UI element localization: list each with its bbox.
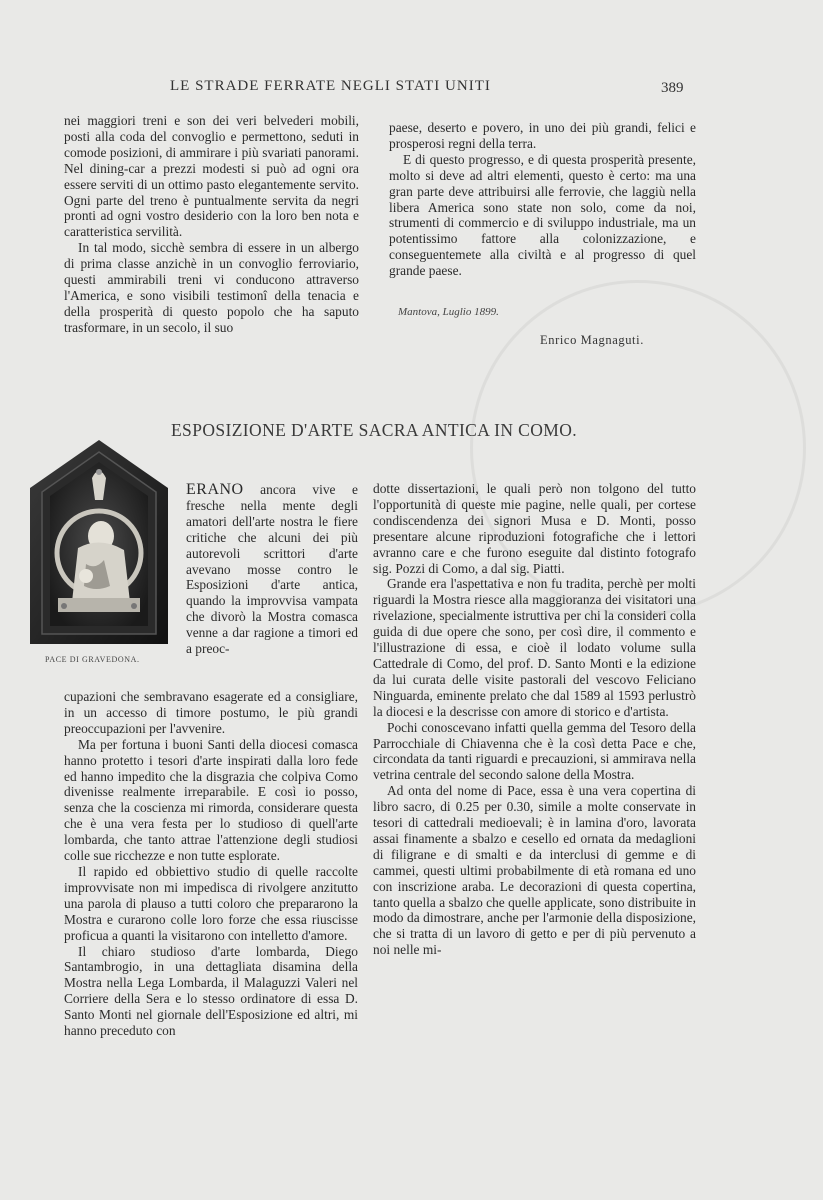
paragraph: nei maggiori treni e son dei veri belvederi mobili, posti alla coda del convoglio e permettono, seduti in comode posizioni, di ammirare i più svariati panorami. Nel dining-car a prezzi modesti si può ad ogni ora essere serviti di un ottimo pasto elegantemente servito. Ogni parte del treno è puntualmente servita da negri pronti ad ogni vostro desiderio con la loro ben nota e caratteristica servilità. [64,113,359,240]
paragraph: Pochi conoscevano infatti quella gemma del Tesoro della Parrocchiale di Chiavenna che è la così detta Pace e che, circondata da tanti riguardi e precauzioni, si ammirava nella vetrina centrale del secondo salone della Mostra. [373,719,696,783]
previous-article-right-column [389,120,696,279]
author-signature: Enrico Magnaguti. [540,333,644,347]
paragraph: Il rapido ed obbiettivo studio di quelle raccolte improvvisate non mi impedisca di rivolgere anzitutto una parola di plauso a tutti coloro che prepararono la Mostra e curarono colle loro forze che essa riuscisse proficua a quanti la visitarono con intelletto d'amore. [64,863,358,943]
paragraph: E di questo progresso, e di questa prosperità presente, molto si deve ad altri elementi, questo è certo: ma una gran parte deve attribuirsi alle ferrovie, che laggiù nella libera America sono state non solo, come da noi, strumenti di commercio e di sviluppo industriale, ma un potentissimo fattore alla colonizzazione, e conseguentemete alla civiltà e al progresso di quel grande paese. [389,151,696,279]
paragraph: Ad onta del nome di Pace, essa è una vera copertina di libro sacro, di 0.25 per 0.30, simile a molte conservate in tesori di cattedrali medioevali; è in lamina d'oro, lavorata assai finamente a sbalzo e cesello ed ornata da medaglioni di filigrane e di smalti e da interclusi di gemme e di cammei, questi ultimi probabilmente di età romana ed uno con inscrizione araba. Le decorazioni di questa copertina, tanto quella a sbalzo che quelle applicate, sono distribuite in modo da dimostrare, anche per l'armonie della disposizione, che si tratta di un lavoro di getto e per di più pervenuto a noi nelle mi- [373,783,696,958]
page-number: 389 [661,80,684,96]
article-lead [186,482,358,657]
article-right-column [373,481,696,958]
opening-word: ERANO [186,481,244,498]
paragraph: dotte dissertazioni, le quali però non tolgono del tutto l'opportunità di queste mie pagine, nelle quali, per cortese condiscendenza dei signori Musa e D. Monti, posso presentare alcune riproduzioni fotografiche che i lettori avranno care e che furono eseguite dal distinto fotografo sig. Pozzi di Como, a dal sig. Piatti. [373,481,696,576]
article-left-column [64,689,358,1039]
pace-di-gravedona-photo [28,438,170,646]
dateline: Mantova, Luglio 1899. [398,306,499,318]
running-title: LE STRADE FERRATE NEGLI STATI UNITI [170,78,491,94]
figure-caption: PACE DI GRAVEDONA. [45,655,140,664]
reliquary-image [28,438,170,646]
paragraph: Ma per fortuna i buoni Santi della diocesi comasca hanno protetto i tesori d'arte inspirati dalla loro fede ed hanno impedito che la disgrazia che colpiva Como divenisse realmente irreparabile. E così io posso, senza che la coscienza mi rimorda, considerare questa che è una vera festa per lo studioso di quell'arte lombarda, che tanto attrae l'attenzione degli studiosi colle sue ricchezze e non tutte esplorate. [64,736,358,864]
article-title: ESPOSIZIONE D'ARTE SACRA ANTICA IN COMO. [170,420,578,440]
paragraph: Il chiaro studioso d'arte lombarda, Diego Santambrogio, in una dettagliata disamina della Mostra nella Lega Lombarda, il Malaguzzi Valeri nel Corriere della Sera e lo stesso ordinatore di essa D. Santo Monti nel giornale dell'Esposizione ed altri, mi hanno preceduto con [64,943,358,1039]
paragraph: cupazioni che sembravano esagerate ed a consigliare, in un accesso di timore postumo, le più grandi preoccupazioni per l'avvenire. [64,689,358,736]
paragraph: Grande era l'aspettativa e non fu tradita, perchè per molti riguardi la Mostra riesce alla maggioranza dei visitatori una rivelazione, specialmente istruttiva per chi la consideri colla guida di due opere che sono, per così dire, il commento e l'illustrazione di essa, e cioè il lodato volume sulla Cattedrale di Como, del prof. D. Santo Monti e la edizione da lui curata delle visite pastorali del vescovo Feliciano Ninguarda, eminente prelato che dal 1589 al 1593 perlustrò la diocesi e la descrisse con amore di storico e d'artista. [373,576,696,719]
paragraph: In tal modo, sicchè sembra di essere in un albergo di prima classe anzichè in un convoglio ferroviario, questi ammirabili treni vi conducono attraverso l'America, e sono visibili testimonî della tenacia e della prosperità di questo popolo che ha saputo trasformare, in un secolo, il suo [64,240,359,335]
paragraph: paese, deserto e povero, in uno dei più grandi, felici e prosperosi regni della terra. [389,120,696,151]
lead-text: ancora vive e fresche nella mente degli amatori dell'arte nostra le fiere critiche che alcuni dei più autorevoli scrittori d'arte avevano mosse contro le Esposizioni d'arte antica, quando la improvvisa vampata che divorò la Mostra comasca venne a dar ragione a timori ed a preoc- [186,482,358,657]
previous-article-left-column [64,113,359,336]
